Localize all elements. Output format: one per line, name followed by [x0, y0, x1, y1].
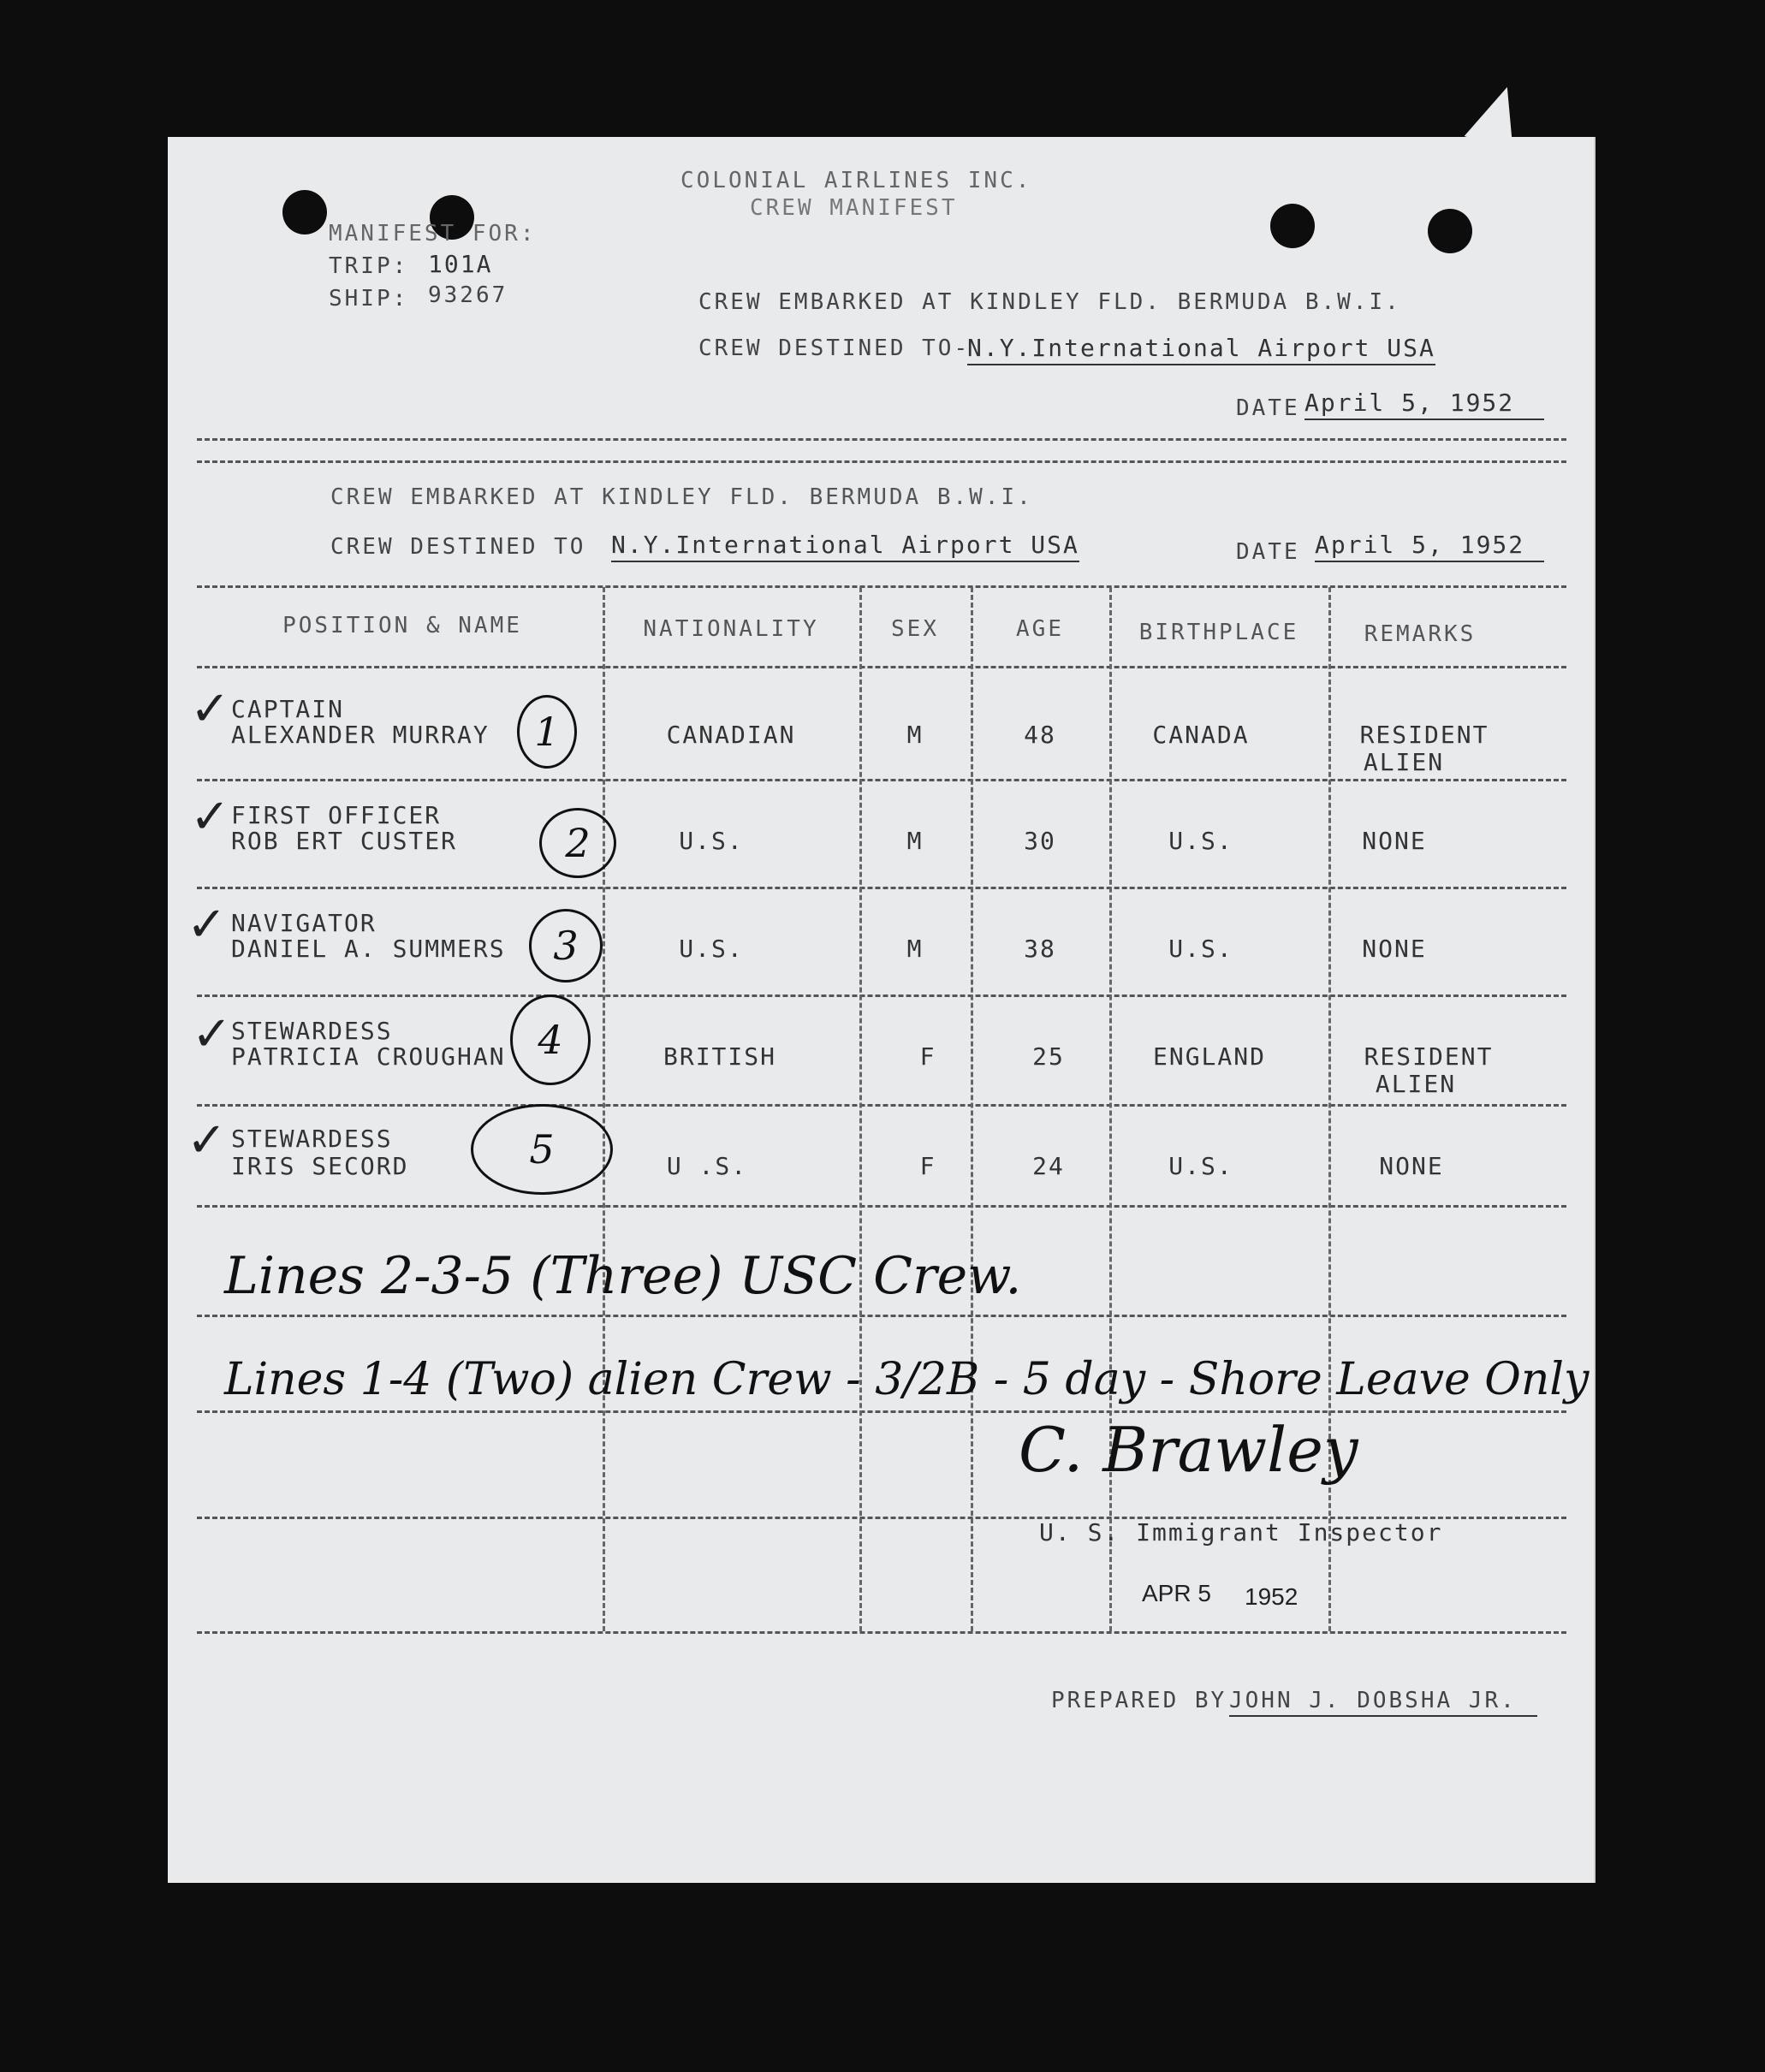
- crew-position: STEWARDESS: [231, 1017, 393, 1045]
- stamp-date-year: 1952: [1245, 1583, 1298, 1610]
- crew-remarks-line2: ALIEN: [1375, 1070, 1457, 1098]
- document-title: CREW MANIFEST: [750, 195, 958, 221]
- handwritten-note-usc-crew: Lines 2-3-5 (Three) USC Crew.: [224, 1246, 1022, 1306]
- destined-label: CREW DESTINED TO: [330, 534, 586, 560]
- table-rule: [197, 994, 1566, 997]
- table-rule: [197, 887, 1566, 889]
- crew-remarks: NONE: [1379, 1152, 1444, 1180]
- punch-hole: [1270, 204, 1315, 248]
- date-value: April 5, 1952: [1315, 531, 1544, 562]
- trip-label: TRIP:: [329, 253, 409, 279]
- column-header-remarks: REMARKS: [1364, 621, 1477, 647]
- crew-age: 38: [1024, 935, 1056, 963]
- company-name: COLONIAL AIRLINES INC.: [680, 168, 1032, 193]
- punch-hole: [282, 190, 327, 235]
- crew-position: STEWARDESS: [231, 1125, 393, 1153]
- checkmark-icon: ✓: [187, 1113, 227, 1168]
- crew-age: 25: [1032, 1042, 1065, 1071]
- manifest-for-label: MANIFEST FOR:: [329, 221, 537, 246]
- crew-sex: M: [906, 721, 924, 749]
- table-rule: [197, 666, 1566, 668]
- column-header-sex: SEX: [891, 616, 939, 642]
- crew-name: DANIEL A. SUMMERS: [231, 935, 506, 963]
- crew-sex: M: [906, 935, 924, 963]
- crew-number-circle: 5: [471, 1104, 613, 1195]
- checkmark-icon: ✓: [190, 681, 230, 737]
- table-rule: [197, 779, 1566, 781]
- crew-name: ROB ERT CUSTER: [231, 827, 458, 855]
- crew-birthplace: U.S.: [1168, 827, 1233, 855]
- table-rule: [197, 1315, 1566, 1317]
- ship-label: SHIP:: [329, 286, 409, 312]
- column-header-position-name: POSITION & NAME: [282, 613, 522, 638]
- crew-position: FIRST OFFICER: [231, 801, 442, 829]
- crew-birthplace: U.S.: [1168, 935, 1233, 963]
- crew-number-circle: 3: [529, 909, 603, 983]
- prepared-by-label: PREPARED BY: [1051, 1688, 1227, 1713]
- crew-number-circle: 2: [539, 808, 616, 878]
- crew-number-circle: 1: [517, 695, 577, 769]
- crew-birthplace: U.S.: [1168, 1152, 1233, 1180]
- crew-name: PATRICIA CROUGHAN: [231, 1042, 506, 1071]
- header-date-value: April 5, 1952: [1304, 389, 1544, 420]
- checkmark-icon: ✓: [187, 897, 227, 953]
- crew-age: 24: [1032, 1152, 1065, 1180]
- punch-hole: [1428, 209, 1472, 253]
- table-rule: [197, 1205, 1566, 1208]
- crew-name: ALEXANDER MURRAY: [231, 721, 490, 749]
- checkmark-icon: ✓: [192, 1006, 232, 1062]
- crew-nationality: BRITISH: [663, 1042, 776, 1071]
- stamp-date-month: APR 5: [1142, 1580, 1211, 1606]
- date-label: DATE: [1236, 539, 1300, 565]
- crew-nationality: CANADIAN: [666, 721, 796, 749]
- table-rule: [197, 1410, 1566, 1413]
- crew-number-circle: 4: [510, 994, 591, 1085]
- column-header-birthplace: BIRTHPLACE: [1138, 620, 1299, 645]
- crew-position: NAVIGATOR: [231, 909, 377, 937]
- header-destined-value: N.Y.International Airport USA: [967, 334, 1435, 365]
- crew-remarks: NONE: [1362, 827, 1427, 855]
- crew-age: 30: [1024, 827, 1056, 855]
- inspector-signature: C. Brawley: [1019, 1414, 1358, 1486]
- checkmark-icon: ✓: [190, 789, 230, 845]
- crew-birthplace: ENGLAND: [1152, 1042, 1266, 1071]
- handwritten-note-alien-crew: Lines 1-4 (Two) alien Crew - 3/2B - 5 day - Shore Leave Only: [224, 1354, 1590, 1405]
- crew-position: CAPTAIN: [231, 695, 345, 723]
- crew-sex: F: [919, 1152, 936, 1180]
- crew-sex: F: [919, 1042, 936, 1071]
- table-rule: [197, 585, 1566, 588]
- divider: [197, 438, 1566, 441]
- table-rule: [197, 1104, 1566, 1107]
- ship-value: 93267: [428, 282, 508, 308]
- crew-remarks-line2: ALIEN: [1363, 748, 1445, 776]
- crew-remarks: RESIDENT: [1364, 1042, 1494, 1071]
- inspector-title: U. S. Immigrant Inspector: [1039, 1518, 1443, 1547]
- destined-value: N.Y.International Airport USA: [611, 531, 1079, 562]
- crew-nationality: U.S.: [679, 935, 744, 963]
- table-rule: [197, 1631, 1566, 1634]
- header-date-label: DATE: [1236, 395, 1300, 421]
- crew-age: 48: [1024, 721, 1056, 749]
- crew-remarks: RESIDENT: [1359, 721, 1489, 749]
- crew-name: IRIS SECORD: [231, 1152, 409, 1180]
- header-destined-label: CREW DESTINED TO-: [698, 335, 971, 361]
- crew-sex: M: [906, 827, 924, 855]
- column-header-nationality: NATIONALITY: [643, 616, 819, 642]
- header-embarked-text: CREW EMBARKED AT KINDLEY FLD. BERMUDA B.W.I.: [698, 289, 1401, 315]
- embarked-text: CREW EMBARKED AT KINDLEY FLD. BERMUDA B.W.I.: [330, 484, 1033, 510]
- trip-value: 101A: [428, 250, 493, 278]
- divider: [197, 460, 1566, 463]
- crew-nationality: U.S.: [679, 827, 744, 855]
- crew-remarks: NONE: [1362, 935, 1427, 963]
- column-header-age: AGE: [1016, 616, 1064, 642]
- crew-nationality: U .S.: [666, 1152, 748, 1180]
- crew-birthplace: CANADA: [1152, 721, 1250, 749]
- prepared-by-name: JOHN J. DOBSHA JR.: [1229, 1688, 1537, 1717]
